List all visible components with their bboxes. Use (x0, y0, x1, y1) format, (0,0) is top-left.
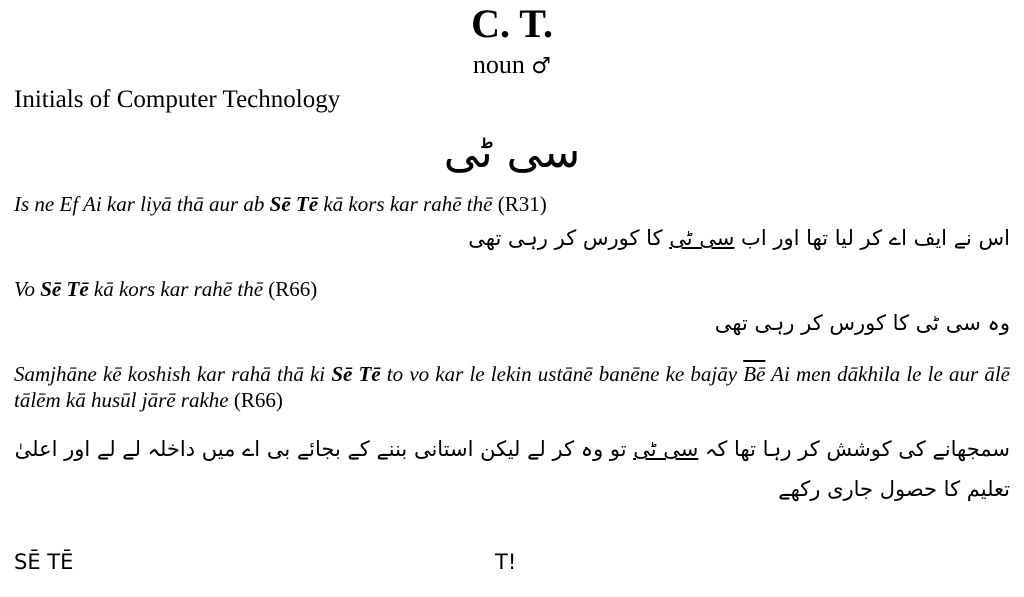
keyword: Sē Tē (269, 192, 319, 216)
footer-note: T! (495, 550, 517, 574)
gloss: Initials of Computer Technology (14, 86, 341, 113)
example-1-roman: Is ne Ef Ai kar liyā thā aur ab Sē Tē kā kors kar rahē thē (R31) (14, 192, 547, 216)
keyword: Sē Tē (331, 362, 381, 386)
urdu-keyword: سی ٹی (669, 226, 735, 250)
footer-romanization: SĒ TĒ (14, 550, 74, 574)
citation: (R66) (233, 388, 283, 413)
keyword: Sē Tē (40, 277, 89, 301)
example-3-roman: Samjhāne kē koshish kar rahā thā ki Sē Tē to vo kar le lekin ustānē banēne ke bajāy $\overline{Bē}$ Ai men dākhila le le aur ālē tālēm kā husūl jārē rakhe (R66) (14, 362, 1010, 413)
citation: (R66) (268, 277, 318, 301)
example-3-urdu: سمجھانے کی کوشش کر رہا تھا کہ سی ٹی تو وہ کر لے لیکن استانی بننے کے بجائے بی اے میں داخلہ لے لے اور اعلیٰ تعلیم کا حصول جاری رکھے (14, 437, 1010, 501)
example-1-urdu: اس نے ایف اے کر لیا تھا اور اب سی ٹی کا کورس کر رہی تھی (468, 226, 1010, 250)
headword: C. T. (471, 1, 553, 46)
overlined-word: $\overline{Bē}$ (743, 362, 766, 386)
pos-label: noun (472, 50, 525, 79)
masculine-icon: ♂ (531, 54, 552, 79)
part-of-speech (0, 49, 1024, 80)
urdu-headword: سی ٹی (443, 127, 581, 178)
urdu-keyword: سی ٹی (633, 437, 699, 461)
citation: (R31) (497, 192, 547, 216)
example-2-urdu: وہ سی ٹی کا کورس کر رہی تھی (714, 311, 1010, 335)
example-2-roman: Vo Sē Tē kā kors kar rahē thē (R66) (14, 277, 318, 301)
